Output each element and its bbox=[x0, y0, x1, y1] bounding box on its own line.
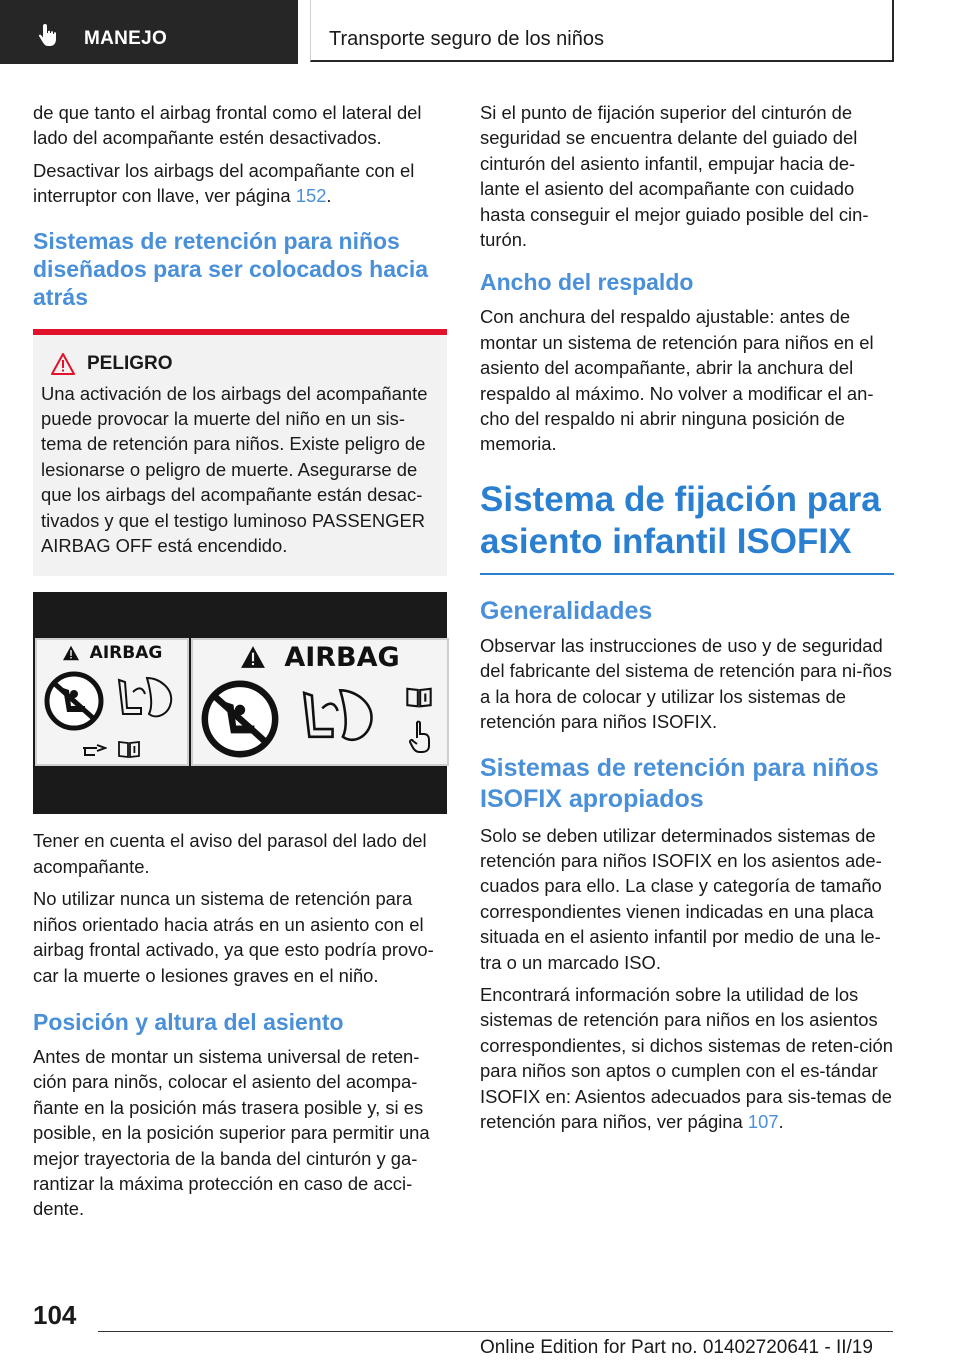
paragraph: Antes de montar un sistema universal de reten‐ción para ninõs, colocar el asiento del acompa‐ñante en la posición más trasera posible y, si es posible, en la posición superior para permitir una mejor trayectoria de la banda del cinturón y ga‐rantizar la máxima protección en caso de acci‐dente. bbox=[33, 1045, 430, 1220]
paragraph: Si el punto de fijación superior del cinturón de seguridad se encuentra delante del guiado del cinturón del asiento infantil, empujar hacia de‐lante el asiento del acompañante con cuidado hasta conseguir el mejor guiado posible del cin‐turón. bbox=[480, 102, 869, 251]
heading-isofix: Sistema de fijación para asiento infantil ISOFIX bbox=[480, 479, 894, 575]
section-title: MANEJO bbox=[84, 28, 168, 49]
airbag-deploy-icon bbox=[111, 670, 181, 732]
no-child-seat-icon bbox=[41, 670, 107, 732]
page-link-107[interactable]: 107 bbox=[747, 1110, 779, 1132]
heading-isofix-suitable: Sistemas de retención para niños ISOFIX apropiados bbox=[480, 753, 879, 813]
warning-triangle-icon bbox=[240, 645, 266, 669]
manual-book-icon bbox=[117, 740, 141, 758]
paragraph-text: Encontrará información sobre la utilidad de los sistemas de retención para niños en los asientos correspondientes, si dichos sistemas de reten‐ción para niños son aptos o cumplen con el es‐tándar ISOFIX en: Asientos adecuados para sis‐temas de retención para niños, ver página bbox=[480, 983, 893, 1132]
page-link-152[interactable]: 152 bbox=[295, 185, 327, 207]
warning-triangle-icon bbox=[62, 645, 80, 661]
paragraph: Tener en cuenta el aviso del parasol del lado del acompañante. bbox=[33, 830, 427, 877]
heading-seat-position: Posición y altura del asiento bbox=[33, 1008, 344, 1035]
airbag-deploy-icon bbox=[289, 680, 389, 760]
heading-backrest-width: Ancho del respaldo bbox=[480, 269, 694, 296]
warning-triangle-icon bbox=[51, 353, 75, 375]
airbag-label-small bbox=[35, 638, 189, 766]
page-number: 104 bbox=[33, 1300, 77, 1330]
paragraph-end: . bbox=[778, 1110, 784, 1132]
paragraph bbox=[33, 158, 447, 209]
airbag-warning-photo bbox=[33, 592, 447, 814]
danger-title: PELIGRO bbox=[87, 352, 173, 374]
manual-book-icon bbox=[405, 686, 433, 708]
pointing-finger-icon bbox=[81, 740, 107, 758]
page-header bbox=[310, 0, 894, 62]
no-child-seat-icon bbox=[197, 678, 283, 760]
danger-box bbox=[33, 329, 447, 577]
section-tab bbox=[0, 0, 298, 64]
pointing-finger-icon bbox=[409, 720, 431, 754]
paragraph: Observar las instrucciones de uso y de seguridad del fabricante del sistema de retención para ni‐ños a la hora de colocar y utilizar los sistemas de retención para niños ISOFIX. bbox=[480, 634, 892, 733]
danger-text: Una activación de los airbags del acompañante puede provocar la muerte del niño en un sis‐tema de retención para niños. Existe peligro de lesionarse o peligro de muerte. Asegurarse de que los airbags del acompañante están desac‐tivados y que el testigo luminoso PASSENGER AIRBAG OFF está encendido. bbox=[41, 382, 428, 557]
airbag-label-text: AIRBAG bbox=[284, 641, 400, 673]
footer-divider bbox=[98, 1331, 893, 1332]
right-column bbox=[480, 100, 894, 1141]
airbag-label-large bbox=[191, 638, 449, 766]
paragraph: Solo se deben utilizar determinados sistemas de retención para niños ISOFIX en los asientos ade‐cuados para ello. La clase y categoría de tamaño correspondientes vienen indicadas en una placa situada en el asiento infantil por medio de una le‐tra o un marcado ISO. bbox=[480, 824, 882, 973]
heading-rear-facing: Sistemas de retención para niños diseñados para ser colocados hacia atrás bbox=[33, 227, 428, 310]
paragraph bbox=[480, 982, 894, 1134]
left-column bbox=[33, 100, 447, 1229]
heading-general: Generalidades bbox=[480, 596, 653, 625]
hand-pointer-icon bbox=[36, 22, 62, 48]
paragraph-text: Desactivar los airbags del acompañante con el interruptor con llave, ver página bbox=[33, 159, 415, 207]
paragraph: Con anchura del respaldo ajustable: antes de montar un sistema de retención para niños en el asiento del acompañante, abrir la anchura del respaldo al máximo. No volver a modificar el an‐cho del respaldo ni abrir ninguna posición de memoria. bbox=[480, 306, 874, 455]
paragraph: de que tanto el airbag frontal como el lateral del lado del acompañante estén desactivados. bbox=[33, 102, 422, 149]
paragraph: No utilizar nunca un sistema de retención para niños orientado hacia atrás en un asiento con el airbag frontal activado, ya que esto podría provo‐car la muerte o lesiones graves en el niño. bbox=[33, 888, 434, 986]
airbag-label-text: AIRBAG bbox=[89, 643, 163, 664]
chapter-title: Transporte seguro de los niños bbox=[329, 28, 604, 50]
edition-note: Online Edition for Part no. 01402720641 - II/19 bbox=[480, 1337, 873, 1358]
paragraph-end: . bbox=[326, 185, 332, 207]
